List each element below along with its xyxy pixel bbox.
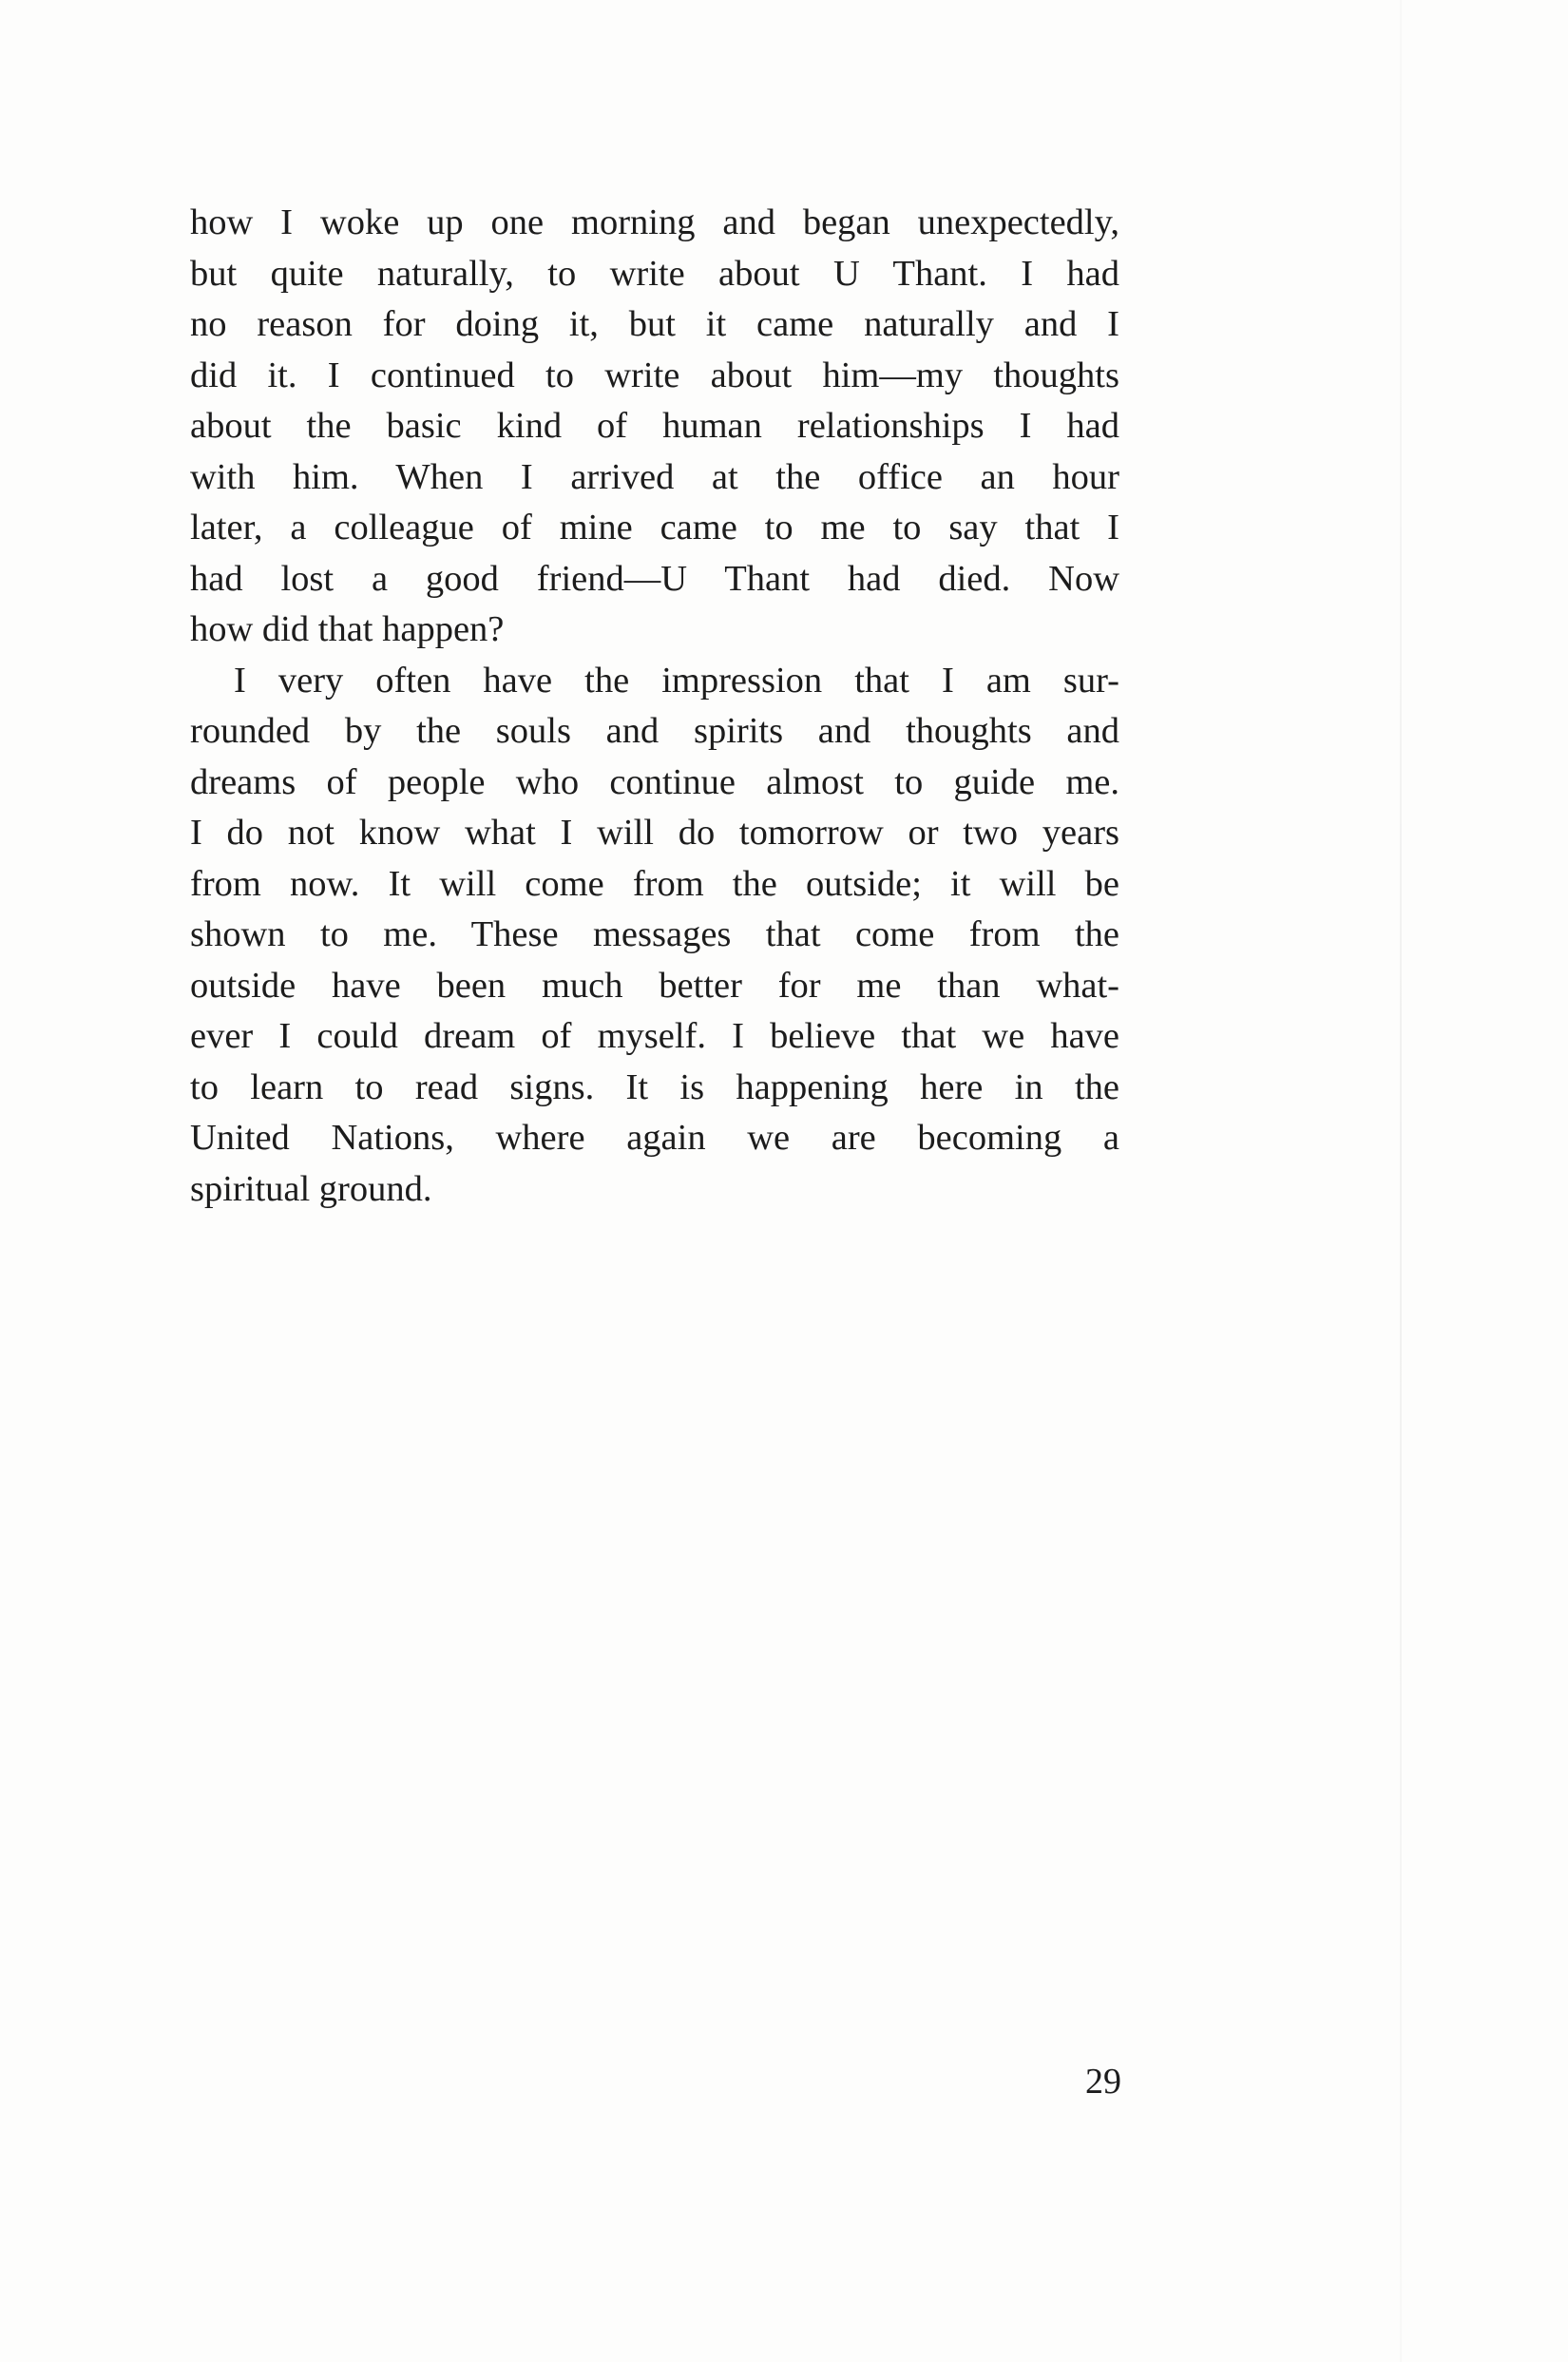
text-line: from now. It will come from the outside; it will be xyxy=(190,863,1119,904)
text-line: I very often have the impression that I am sur- xyxy=(234,660,1119,701)
text-line: about the basic kind of human relationships I had xyxy=(190,406,1119,446)
text-line: later, a colleague of mine came to me to say that I xyxy=(190,508,1119,547)
text-line: I do not know what I will do tomorrow or two years xyxy=(190,813,1119,853)
paragraph-1 xyxy=(190,198,1119,656)
text-line: spiritual ground. xyxy=(190,1168,432,1209)
text-line: ever I could dream of myself. I believe that we have xyxy=(190,1016,1119,1056)
body-text xyxy=(190,198,1119,1215)
text-line: shown to me. These messages that come from the xyxy=(190,914,1119,954)
text-line: outside have been much better for me than what- xyxy=(190,965,1119,1006)
paragraph-2 xyxy=(190,656,1119,1216)
text-line: dreams of people who continue almost to guide me. xyxy=(190,761,1119,802)
text-line: United Nations, where again we are becoming a xyxy=(190,1118,1119,1158)
text-line: with him. When I arrived at the office an hour xyxy=(190,456,1119,497)
text-line: had lost a good friend—U Thant had died. Now xyxy=(190,558,1119,599)
text-line: no reason for doing it, but it came naturally and I xyxy=(190,304,1119,344)
page-number: 29 xyxy=(1085,2062,1121,2102)
text-line: to learn to read signs. It is happening here in the xyxy=(190,1066,1119,1107)
text-line: how I woke up one morning and began unexpectedly, xyxy=(190,202,1119,242)
text-line: did it. I continued to write about him—my thoughts xyxy=(190,355,1119,395)
text-line: rounded by the souls and spirits and thoughts and xyxy=(190,711,1119,751)
text-line: how did that happen? xyxy=(190,609,505,649)
page-edge-shadow xyxy=(1400,0,1402,2362)
text-line: but quite naturally, to write about U Thant. I had xyxy=(190,253,1119,294)
